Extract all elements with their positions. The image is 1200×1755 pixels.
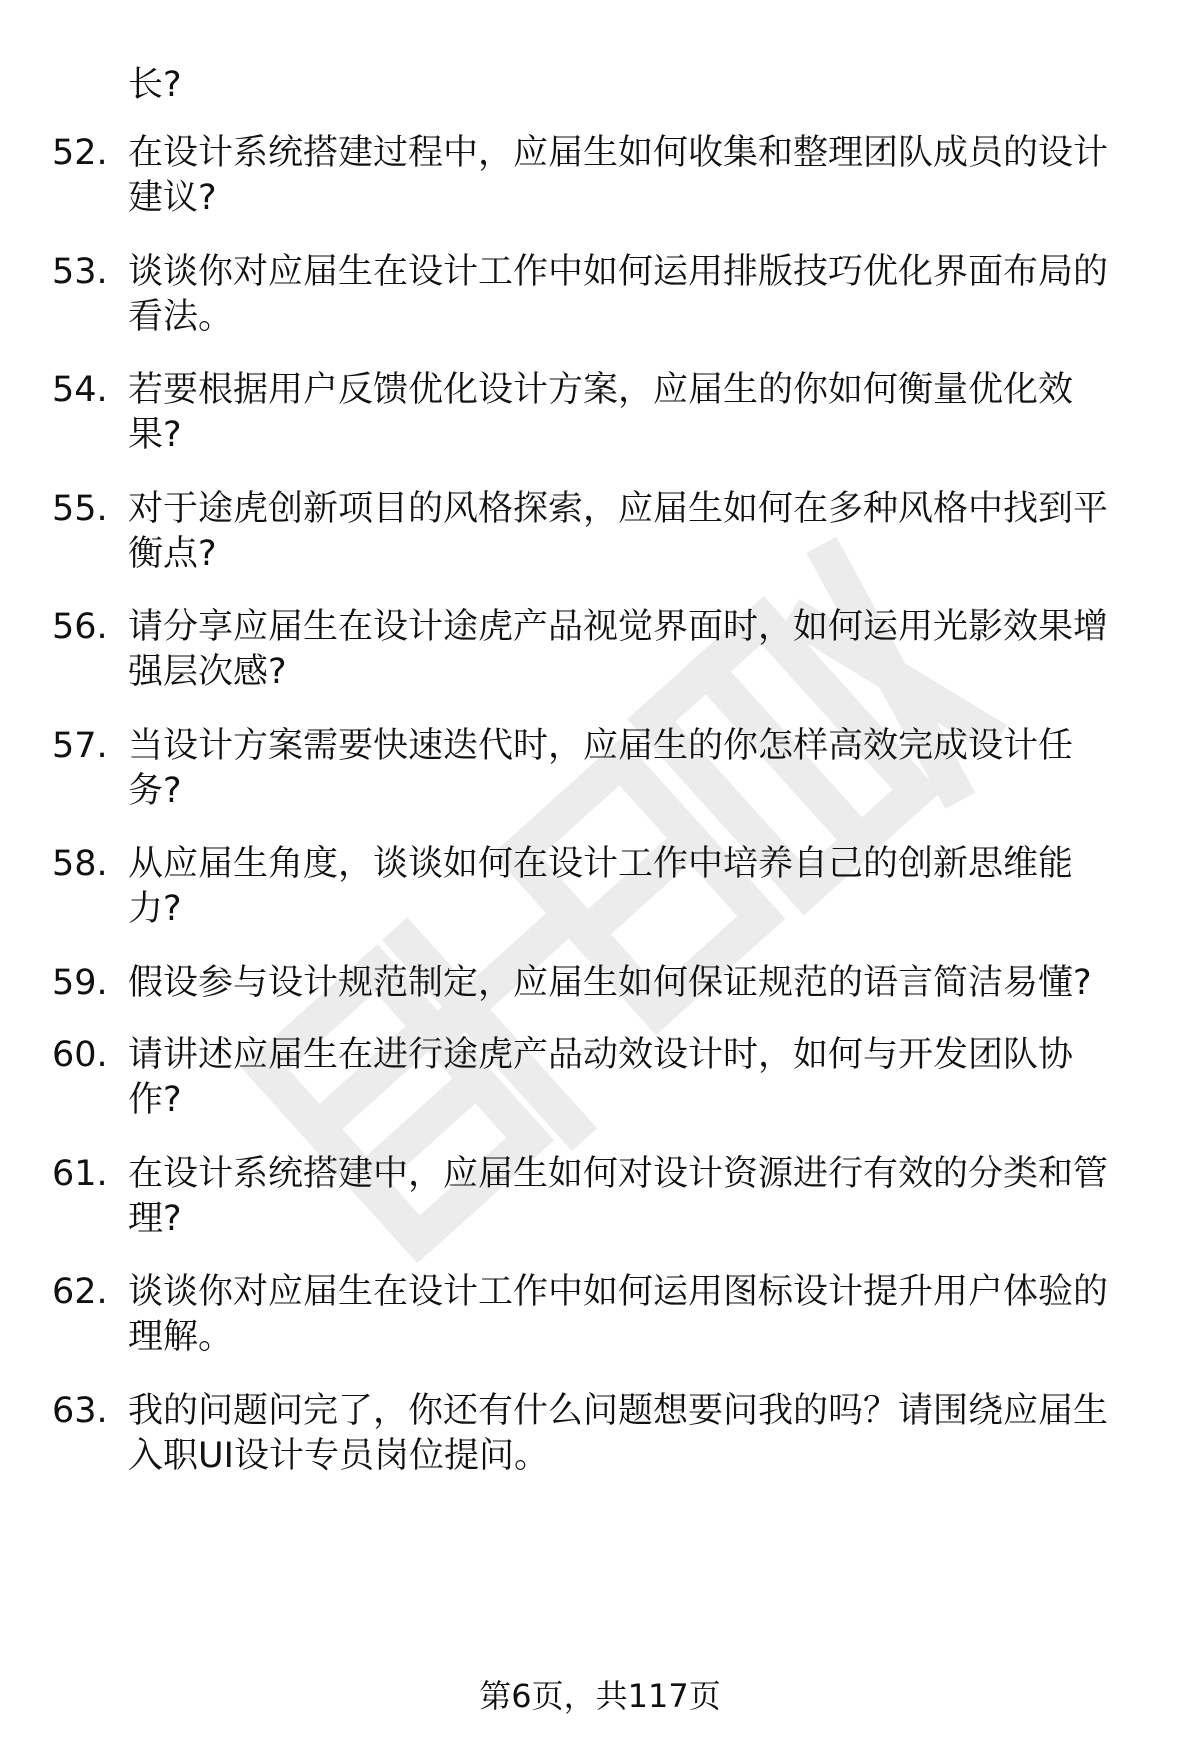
question-number: 55.: [52, 489, 108, 529]
question-text-line1: 当设计方案需要快速迭代时，应届生的你怎样高效完成设计任: [128, 726, 1074, 766]
question-item-54: [0, 365, 1200, 475]
question-item-53: [0, 247, 1200, 357]
question-item-56: [0, 602, 1200, 712]
question-text-line1: 若要根据用户反馈优化设计方案，应届生的你如何衡量优化效: [128, 370, 1074, 410]
question-number: 62.: [52, 1272, 108, 1312]
question-text-line2: 作?: [128, 1080, 182, 1120]
question-text-line2: 入职UI设计专员岗位提问。: [128, 1436, 549, 1476]
question-number: 52.: [52, 133, 108, 173]
question-text-line1: 对于途虎创新项目的风格探索，应届生如何在多种风格中找到平: [128, 489, 1109, 529]
question-item-57: [0, 721, 1200, 831]
question-text-line2: 建议?: [128, 178, 217, 218]
question-number: 56.: [52, 607, 108, 647]
question-text-line1: 谈谈你对应届生在设计工作中如何运用排版技巧优化界面布局的: [128, 252, 1109, 292]
question-number: 61.: [52, 1154, 108, 1194]
question-number: 59.: [52, 963, 108, 1003]
question-text-line2: 果?: [128, 415, 182, 455]
question-text-line2: 理解。: [128, 1317, 234, 1357]
question-item-58: [0, 839, 1200, 949]
previous-question-continuation: 长?: [128, 65, 182, 105]
question-item-60: [0, 1030, 1200, 1140]
question-number: 63.: [52, 1391, 108, 1431]
question-text-line1: 在设计系统搭建中，应届生如何对设计资源进行有效的分类和管: [128, 1154, 1109, 1194]
question-text-line1: 请分享应届生在设计途虎产品视觉界面时，如何运用光影效果增: [128, 607, 1109, 647]
question-text-line1: 在设计系统搭建过程中，应届生如何收集和整理团队成员的设计: [128, 133, 1109, 173]
question-text-line1: 谈谈你对应届生在设计工作中如何运用图标设计提升用户体验的: [128, 1272, 1109, 1312]
question-number: 53.: [52, 252, 108, 292]
question-text-line2: 看法。: [128, 297, 234, 337]
question-text-line1: 假设参与设计规范制定，应届生如何保证规范的语言简洁易懂?: [128, 963, 1092, 1003]
question-number: 57.: [52, 726, 108, 766]
question-number: 54.: [52, 370, 108, 410]
question-number: 60.: [52, 1035, 108, 1075]
question-text-line2: 力?: [128, 889, 182, 929]
question-item-55: [0, 484, 1200, 594]
question-item-62: [0, 1267, 1200, 1377]
question-text-line1: 请讲述应届生在进行途虎产品动效设计时，如何与开发团队协: [128, 1035, 1074, 1075]
question-text-line2: 强层次感?: [128, 652, 287, 692]
question-text-line2: 务?: [128, 771, 182, 811]
question-number: 58.: [52, 844, 108, 884]
question-text-line1: 从应届生角度，谈谈如何在设计工作中培养自己的创新思维能: [128, 844, 1074, 884]
question-text-line1: 我的问题问完了，你还有什么问题想要问我的吗？请围绕应届生: [128, 1391, 1109, 1431]
question-item-63: [0, 1386, 1200, 1496]
question-item-52: [0, 128, 1200, 238]
page-number-footer: 第6页，共117页: [479, 1677, 721, 1715]
question-item-61: [0, 1149, 1200, 1259]
question-text-line2: 理?: [128, 1199, 182, 1239]
question-text-line2: 衡点?: [128, 534, 217, 574]
